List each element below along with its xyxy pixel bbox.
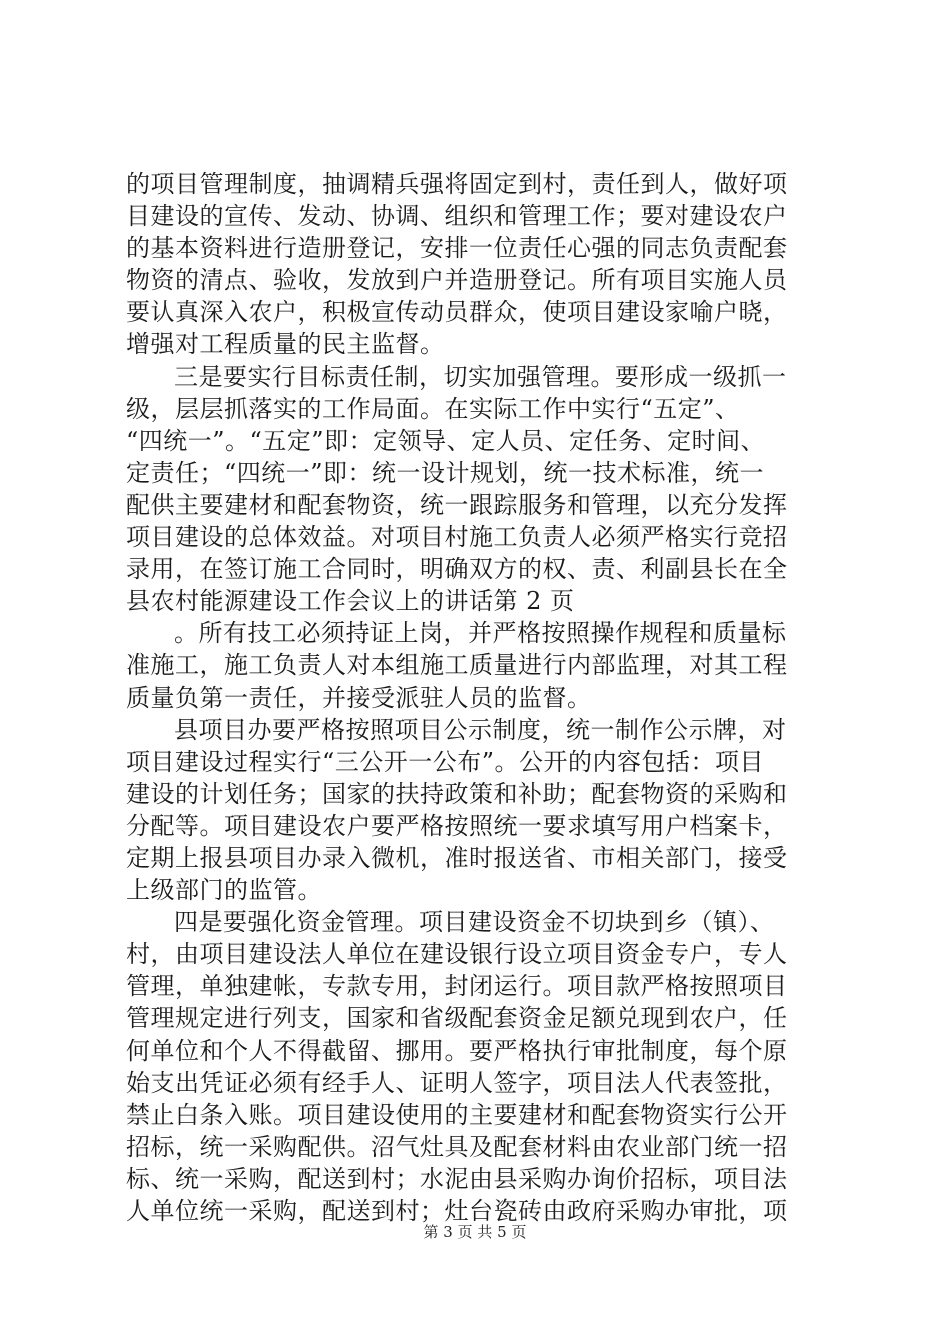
document-body: [126, 168, 832, 1227]
text-line: 级，层层抓落实的工作局面。在实际工作中实行“五定”、: [126, 394, 740, 423]
text-line: 项目建设过程实行“三公开一公布”。公开的内容包括：项目: [126, 747, 765, 776]
text-line: 管理，单独建帐，专款专用，封闭运行。项目款严格按照项目: [126, 972, 788, 1001]
text-line: 四是要强化资金管理。项目建设资金不切块到乡（镇）、: [174, 908, 775, 937]
text-line: 人单位统一采购，配送到村；灶台瓷砖由政府采购办审批，项: [126, 1197, 788, 1225]
text-line: 质量负第一责任，并接受派驻人员的监督。: [126, 683, 592, 712]
text-line: 三是要实行目标责任制，切实加强管理。要形成一级抓一: [174, 362, 787, 391]
text-line: 定期上报县项目办录入微机，准时报送省、市相关部门，接受: [126, 843, 788, 872]
page-footer: [0, 1221, 950, 1242]
text-line: 标、统一采购，配送到村；水泥由县采购办询价招标，项目法: [126, 1164, 788, 1193]
text-line: 项目建设的总体效益。对项目村施工负责人必须严格实行竞招: [126, 523, 788, 552]
text-line: 县农村能源建设工作会议上的讲话第 2 页: [126, 587, 575, 616]
text-line: 。所有技工必须持证上岗，并严格按照操作规程和质量标: [174, 619, 787, 648]
text-line: 始支出凭证必须有经手人、证明人签字，项目法人代表签批，: [126, 1068, 788, 1097]
text-line: 招标，统一采购配供。沼气灶具及配套材料由农业部门统一招: [126, 1132, 788, 1161]
text-line: 何单位和个人不得截留、挪用。要严格执行审批制度，每个原: [126, 1036, 788, 1065]
text-line: 的项目管理制度，抽调精兵强将固定到村，责任到人，做好项: [126, 170, 788, 198]
text-line: 禁止白条入账。项目建设使用的主要建材和配套物资实行公开: [126, 1100, 788, 1129]
text-line: 增强对工程质量的民主监督。: [126, 330, 445, 359]
text-line: 准施工，施工负责人对本组施工质量进行内部监理，对其工程: [126, 651, 788, 680]
text-line: 配供主要建材和配套物资，统一跟踪服务和管理，以充分发挥: [126, 490, 788, 519]
text-line: 录用，在签订施工合同时，明确双方的权、责、利副县长在全: [126, 555, 788, 584]
text-line: 村，由项目建设法人单位在建设银行设立项目资金专户，专人: [126, 940, 788, 969]
text-line: 上级部门的监管。: [126, 876, 322, 905]
text-line: “四统一”。“五定”即：定领导、定人员、定任务、定时间、: [126, 426, 766, 455]
text-line: 物资的清点、验收，发放到户并造册登记。所有项目实施人员: [126, 266, 788, 295]
text-line: 目建设的宣传、发动、协调、组织和管理工作；要对建设农户: [126, 202, 788, 231]
page-number-label: 第 3 页 共 5 页: [423, 1223, 527, 1241]
text-line: 县项目办要严格按照项目公示制度，统一制作公示牌，对: [174, 715, 787, 744]
text-line: 要认真深入农户，积极宣传动员群众，使项目建设家喻户晓，: [126, 298, 788, 327]
text-line: 管理规定进行列支，国家和省级配套资金足额兑现到农户，任: [126, 1004, 788, 1033]
text-line: 的基本资料进行造册登记，安排一位责任心强的同志负责配套: [126, 234, 788, 263]
text-line: 定责任；“四统一”即：统一设计规划，统一技术标准，统一: [126, 458, 765, 487]
text-line: 分配等。项目建设农户要严格按照统一要求填写用户档案卡，: [126, 811, 788, 840]
text-line: 建设的计划任务；国家的扶持政策和补助；配套物资的采购和: [126, 779, 788, 808]
